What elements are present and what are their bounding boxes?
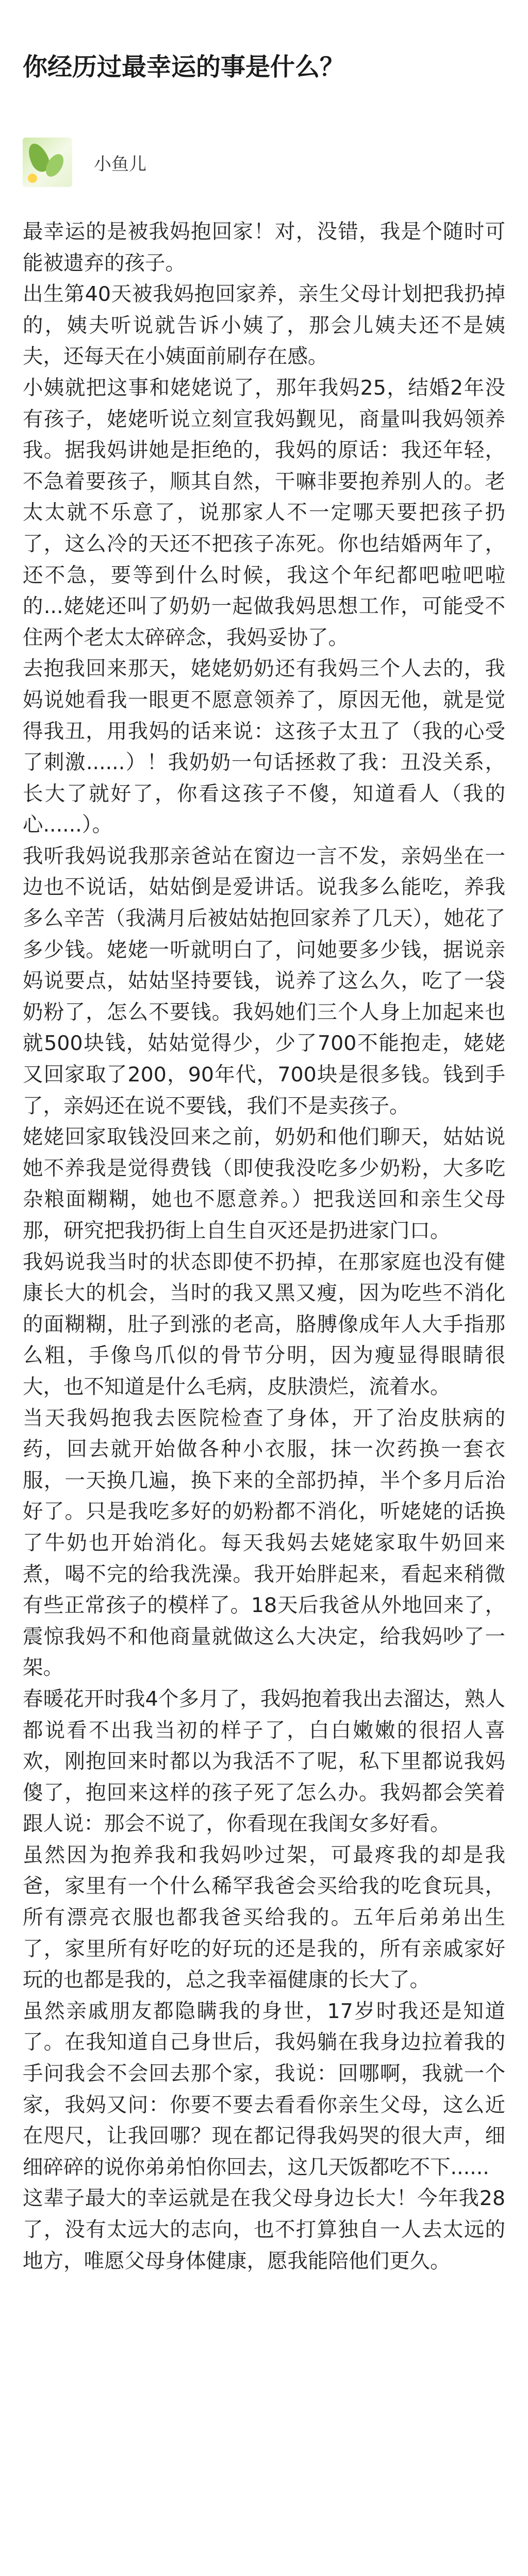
- answer-paragraph: 最幸运的是被我妈抱回家！对，没错，我是个随时可能被遗弃的孩子。: [23, 220, 505, 275]
- answer-body: [23, 216, 505, 2277]
- answer-paragraph: 虽然因为抱养我和我妈吵过架，可最疼我的却是我爸，家里有一个什么稀罕我爸会买给我的吃食玩具，所有漂亮衣服也都我爸买给我的。五年后弟弟出生了，家里所有好吃的好玩的还是我的，所有亲戚家好玩的也都是我的，总之我幸福健康的长大了。: [23, 1843, 505, 1992]
- answer-paragraph: 小姨就把这事和姥姥说了，那年我妈25，结婚2年没有孩子，姥姥听说立刻宣我妈觐见，商量叫我妈领养我。据我妈讲她是拒绝的，我妈的原话：我还年轻，不急着要孩子，顺其自然，干嘛非要抱养别人的。老太太就不乐意了，说那家人不一定哪天要把孩子扔了，这么冷的天还不把孩子冻死。你也结婚两年了，还不急，要等到什么时候，我这个年纪都吧啦吧啦的...姥姥还叫了奶奶一起做我妈思想工作，可能受不住两个老太太碎碎念，我妈妥协了。: [23, 376, 505, 650]
- green-leaf-avatar-icon[interactable]: [23, 138, 72, 187]
- answer-paragraph: 我听我妈说我那亲爸站在窗边一言不发，亲妈坐在一边也不说话，姑姑倒是爱讲话。说我多么能吃，养我多么辛苦（我满月后被姑姑抱回家养了几天），她花了多少钱。姥姥一听就明白了，问她要多少钱，据说亲妈说要点，姑姑坚持要钱，说养了这么久，吃了一袋奶粉了，怎么不要钱。我妈她们三个人身上加起来也就500块钱，姑姑觉得少，少了700不能抱走，姥姥又回家取了200，90年代，700块是很多钱。钱到手了，亲妈还在说不要钱，我们不是卖孩子。: [23, 844, 505, 1118]
- answer-paragraph: 我妈说我当时的状态即使不扔掉，在那家庭也没有健康长大的机会，当时的我又黑又瘦，因为吃些不消化的面糊糊，肚子到涨的老高，胳膊像成年人大手指那么粗，手像鸟爪似的骨节分明，因为瘦显得眼睛很大，也不知道是什么毛病，皮肤溃烂，流着水。: [23, 1250, 505, 1399]
- answer-paragraph: 去抱我回来那天，姥姥奶奶还有我妈三个人去的，我妈说她看我一眼更不愿意领养了，原因无他，就是觉得我丑，用我妈的话来说：这孩子太丑了（我的心受了刺激......）！我奶奶一句话拯救了我：丑没关系，长大了就好了，你看这孩子不傻，知道看人（我的心......）。: [23, 657, 505, 837]
- author-info[interactable]: [23, 124, 505, 201]
- author-name[interactable]: 小鱼儿: [94, 154, 146, 175]
- answer-paragraph: 出生第40天被我妈抱回家养，亲生父母计划把我扔掉的，姨夫听说就告诉小姨了，那会儿姨夫还不是姨夫，还每天在小姨面前刷存在感。: [23, 282, 505, 369]
- answer-paragraph: 这辈子最大的幸运就是在我父母身边长大！今年我28了，没有太远大的志向，也不打算独自一人去太远的地方，唯愿父母身体健康，愿我能陪他们更久。: [23, 2187, 505, 2273]
- answer-paragraph: 虽然亲戚朋友都隐瞒我的身世，17岁时我还是知道了。在我知道自己身世后，我妈躺在我身边拉着我的手问我会不会回去那个家，我说：回哪啊，我就一个家，我妈又问：你要不要去看看你亲生父母，这么近在咫尺，让我回哪？现在都记得我妈哭的很大声，细细碎碎的说你弟弟怕你回去，这几天饭都吃不下......: [23, 1999, 505, 2179]
- answer-paragraph: 当天我妈抱我去医院检查了身体，开了治皮肤病的药，回去就开始做各种小衣服，抹一次药换一套衣服，一天换几遍，换下来的全部扔掉，半个多月后治好了。只是我吃多好的奶粉都不消化，听姥姥的话换了牛奶也开始消化。每天我妈去姥姥家取牛奶回来煮，喝不完的给我洗澡。我开始胖起来，看起来稍微有些正常孩子的模样了。18天后我爸从外地回来了，震惊我妈不和他商量就做这么大决定，给我妈吵了一架。: [23, 1406, 505, 1680]
- question-title: 你经历过最幸运的事是什么？: [23, 53, 345, 81]
- answer-paragraph: 姥姥回家取钱没回来之前，奶奶和他们聊天，姑姑说她不养我是觉得费钱（即使我没吃多少奶粉，大多吃杂粮面糊糊，她也不愿意养。）把我送回和亲生父母那，研究把我扔街上自生自灭还是扔进家门口。: [23, 1125, 505, 1243]
- answer-paragraph: 春暖花开时我4个多月了，我妈抱着我出去溜达，熟人都说看不出我当初的样子了，白白嫩嫩的很招人喜欢，刚抱回来时都以为我活不了呢，私下里都说我妈傻了，抱回来这样的孩子死了怎么办。我妈都会笑着跟人说：那会不说了，你看现在我闺女多好看。: [23, 1687, 505, 1836]
